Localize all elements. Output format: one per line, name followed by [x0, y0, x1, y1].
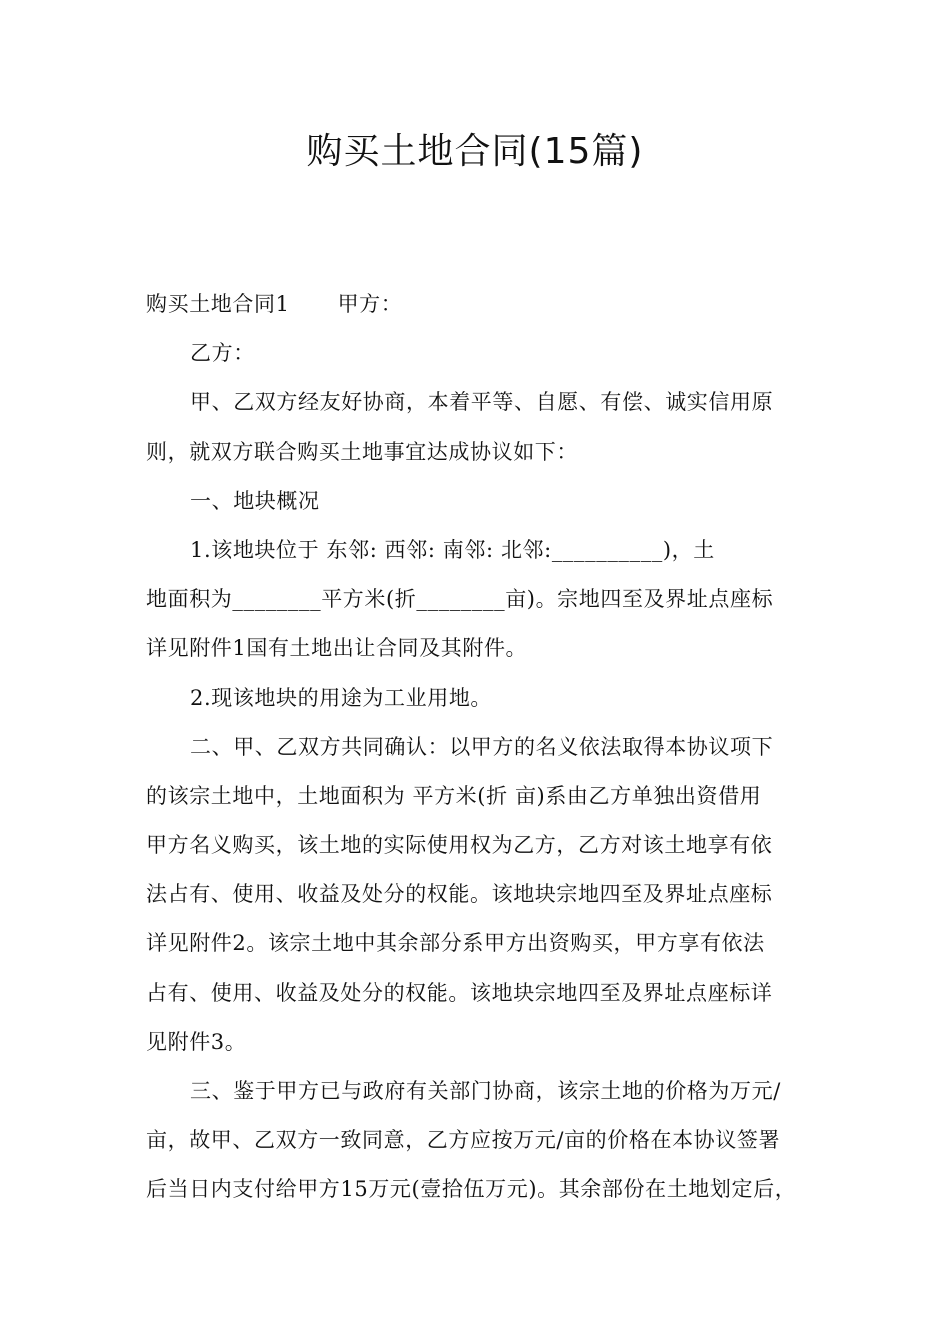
paragraph-line: 亩，故甲、乙双方一致同意，乙方应按万元/亩的价格在本协议签署	[146, 1128, 781, 1153]
paragraph-line: 详见附件2。该宗土地中其余部分系甲方出资购买，甲方享有依法	[146, 931, 765, 956]
paragraph-line: 三、鉴于甲方已与政府有关部门协商，该宗土地的价格为万元/	[190, 1079, 781, 1103]
contract-subtitle: 购买土地合同1	[146, 292, 290, 316]
paragraph-line: 1.该地块位于 东邻: 西邻: 南邻: 北邻:__________)，土	[190, 537, 715, 562]
paragraph-line: 甲方名义购买，该土地的实际使用权为乙方，乙方对该土地享有依	[146, 833, 773, 858]
party-a-label: 甲方：	[337, 292, 403, 316]
paragraph-line: 详见附件1国有土地出让合同及其附件。	[146, 636, 528, 661]
section-heading: 一、地块概况	[190, 488, 320, 513]
paragraph-line: 2.现该地块的用途为工业用地。	[190, 685, 493, 710]
paragraph-line: 则，就双方联合购买土地事宜达成协议如下：	[146, 439, 578, 464]
paragraph-line: 地面积为________平方米(折________亩)。宗地四至及界址点座标	[146, 587, 774, 612]
paragraph-line: 甲、乙双方经友好协商，本着平等、自愿、有偿、诚实信用原	[190, 390, 774, 415]
party-b-label: 乙方：	[190, 341, 255, 366]
document-body	[146, 280, 810, 1215]
paragraph-line: 的该宗土地中，土地面积为 平方米(折 亩)系由乙方单独出资借用	[146, 783, 762, 808]
paragraph-line: 二、甲、乙双方共同确认：以甲方的名义依法取得本协议项下	[190, 734, 774, 759]
contract-heading-line	[146, 280, 810, 329]
paragraph-line: 后当日内支付给甲方15万元(壹拾伍万元)。其余部份在土地划定后，	[146, 1177, 797, 1202]
paragraph-line: 占有、使用、收益及处分的权能。该地块宗地四至及界址点座标详	[146, 980, 773, 1005]
paragraph-line: 法占有、使用、收益及处分的权能。该地块宗地四至及界址点座标	[146, 882, 773, 907]
document-title: 购买土地合同(15篇)	[306, 131, 644, 172]
paragraph-line: 见附件3。	[146, 1029, 247, 1054]
